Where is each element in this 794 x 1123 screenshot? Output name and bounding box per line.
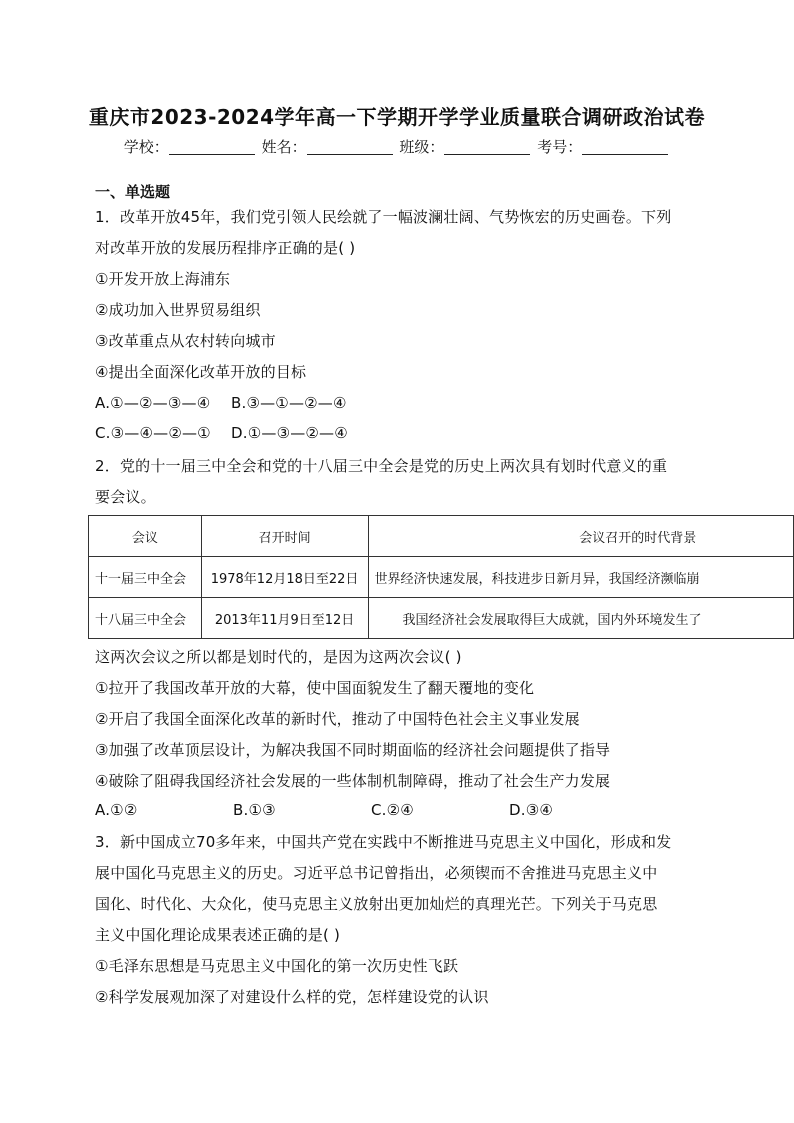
q1-stem-line1: 1．改革开放45年，我们党引领人民绘就了一幅波澜壮阔、气势恢宏的历史画卷。下列 — [95, 208, 672, 226]
q3-stem-line2: 展中国化马克思主义的历史。习近平总书记曾指出，必须锲而不舍推进马克思主义中 — [95, 864, 658, 882]
q1-item-2: ②成功加入世界贸易组织 — [95, 301, 261, 319]
q1-option-d[interactable]: D.①—③—②—④ — [231, 424, 348, 442]
q1-option-a[interactable]: A.①—②—③—④ — [95, 394, 211, 412]
q2-stem-line3: 这两次会议之所以都是划时代的，是因为这两次会议( ) — [95, 648, 462, 666]
table-row — [89, 557, 794, 598]
q3-stem-line1: 3．新中国成立70多年来，中国共产党在实践中不断推进马克思主义中国化，形成和发 — [95, 833, 672, 851]
q3-stem-line3: 国化、时代化、大众化，使马克思主义放射出更加灿烂的真理光芒。下列关于马克思 — [95, 895, 658, 913]
q1-option-c[interactable]: C.③—④—②—① — [95, 424, 211, 442]
name-label: 姓名： — [261, 138, 307, 156]
school-label: 学校： — [123, 138, 169, 156]
table-row — [89, 598, 794, 639]
student-info-line — [0, 136, 794, 157]
class-label: 班级： — [399, 138, 445, 156]
q2-table-container — [88, 515, 794, 643]
number-label: 考号： — [537, 138, 583, 156]
table-header-background: 会议召开的时代背景 — [368, 516, 794, 557]
table-cell-time: 2013年11月9日至12日 — [201, 598, 368, 639]
number-blank[interactable] — [582, 140, 668, 155]
table-cell-time: 1978年12月18日至22日 — [201, 557, 368, 598]
q1-options-row1 — [95, 394, 347, 412]
q3-stem-line4: 主义中国化理论成果表述正确的是( ) — [95, 926, 341, 944]
q1-option-b[interactable]: B.③—①—②—④ — [231, 394, 347, 412]
table-header-time: 召开时间 — [201, 516, 368, 557]
q1-stem-line2: 对改革开放的发展历程排序正确的是( ) — [95, 239, 356, 257]
q2-item-1: ①拉开了我国改革开放的大幕，使中国面貌发生了翻天覆地的变化 — [95, 679, 535, 697]
table-cell-meeting: 十一届三中全会 — [89, 557, 202, 598]
q2-option-c[interactable]: C.②④ — [371, 801, 414, 819]
q2-option-a[interactable]: A.①② — [95, 801, 138, 819]
q2-item-2: ②开启了我国全面深化改革的新时代，推动了中国特色社会主义事业发展 — [95, 710, 580, 728]
table-cell-meeting: 十八届三中全会 — [89, 598, 202, 639]
q2-item-4: ④破除了阻碍我国经济社会发展的一些体制机制障碍，推动了社会生产力发展 — [95, 772, 611, 790]
q1-options-row2 — [95, 424, 348, 442]
table-header-row — [89, 516, 794, 557]
q2-option-b[interactable]: B.①③ — [233, 801, 276, 819]
q2-meeting-table — [88, 515, 794, 639]
q1-item-1: ①开发开放上海浦东 — [95, 270, 231, 288]
table-cell-background: 我国经济社会发展取得巨大成就，国内外环境发生了 — [368, 598, 794, 639]
table-cell-background: 世界经济快速发展，科技进步日新月异，我国经济濒临崩 — [368, 557, 794, 598]
q2-option-d[interactable]: D.③④ — [509, 801, 554, 819]
name-blank[interactable] — [307, 140, 393, 155]
q2-options-row — [95, 801, 553, 819]
q2-stem-line1: 2．党的十一届三中全会和党的十八届三中全会是党的历史上两次具有划时代意义的重 — [95, 457, 668, 475]
q1-item-3: ③改革重点从农村转向城市 — [95, 332, 276, 350]
school-blank[interactable] — [169, 140, 255, 155]
q2-item-3: ③加强了改革顶层设计，为解决我国不同时期面临的经济社会问题提供了指导 — [95, 741, 611, 759]
q1-item-4: ④提出全面深化改革开放的目标 — [95, 363, 307, 381]
q3-item-2: ②科学发展观加深了对建设什么样的党，怎样建设党的认识 — [95, 988, 489, 1006]
section-title: 一、单选题 — [95, 183, 171, 201]
table-header-meeting: 会议 — [89, 516, 202, 557]
class-blank[interactable] — [444, 140, 530, 155]
q2-stem-line2: 要会议。 — [95, 488, 156, 506]
exam-title: 重庆市2023-2024学年高一下学期开学学业质量联合调研政治试卷 — [88, 105, 706, 129]
q3-item-1: ①毛泽东思想是马克思主义中国化的第一次历史性飞跃 — [95, 957, 459, 975]
